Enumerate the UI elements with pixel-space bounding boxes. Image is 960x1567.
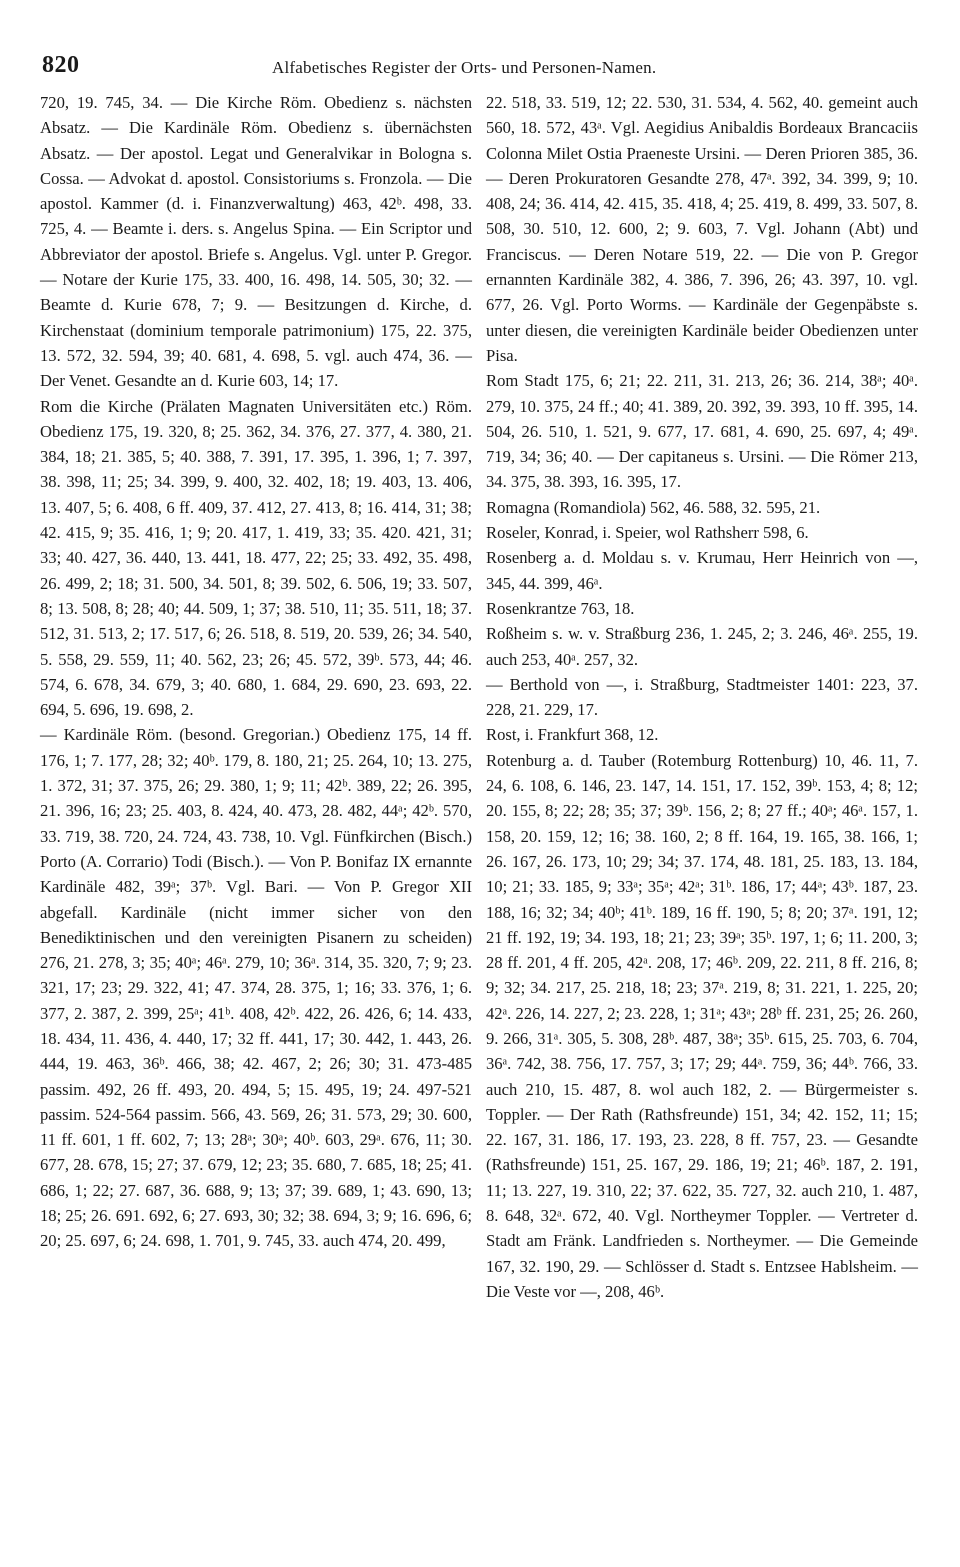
index-entry: Rom die Kirche (Prälaten Magnaten Universitäten etc.) Röm. Obedienz 175, 19. 320, 8; 25. 362, 34. 376, 27. 377, 4. 380, 21. 384, 18; 21. 385, 5; 40. 388, 7. 391, 17. 395, 1. 396, 1; 7. 397, 38. 398, 11; 25; 34. 399, 9. 400, 32. 402, 18; 19. 403, 13. 406, 13. 407, 5; 6. 408, 6 ff. 409, 37. 412, 27. 413, 8; 16. 414, 31; 38; 42. 415, 9; 35. 416, 1; 9; 20. 417, 1. 419, 33; 35. 420. 421, 31; 33; 40. 427, 36. 440, 13. 441, 18. 477, 22; 25; 33. 492, 35. 498, 26. 499, 2; 18; 31. 500, 34. 501, 8; 39. 502, 6. 506, 19; 33. 507, 8; 13. 508, 8; 28; 40; 44. 509, 1; 37; 38. 510, 11; 35. 511, 18; 37. 512, 31. 513, 2; 17. 517, 6; 26. 518, 8. 519, 20. 539, 26; 34. 540, 5. 558, 29. 559, 11; 40. 562, 23; 26; 45. 572, 39ᵇ. 573, 44; 46. 574, 6. 678, 34. 679, 3; 40. 680, 1. 684, 29. 690, 23. 693, 22. 694, 5. 696, 19. 698, 2. [40,396,472,720]
index-entry: Roseler, Konrad, i. Speier, wol Rathsherr 598, 6. [486,523,809,543]
index-entry: — Berthold von —, i. Straßburg, Stadtmeister 1401: 223, 37. 228, 21. 229, 17. [486,674,918,720]
index-entry: Rotenburg a. d. Tauber (Rotemburg Rottenburg) 10, 46. 11, 7. 24, 6. 108, 6. 146, 23. 147, 14. 151, 17. 152, 39ᵇ. 153, 4; 8; 12; 20. 155, 8; 22; 28; 35; 37; 39ᵇ. 156, 2; 8; 27 ff.; 40ᵃ; 46ᵃ. 157, 1. 158, 20. 159, 12; 16; 38. 160, 2; 8 ff. 164, 19. 165, 38. 166, 1; 26. 167, 26. 173, 10; 29; 34; 37. 174, 48. 181, 25. 183, 13. 184, 10; 21; 33. 185, 9; 33ᵃ; 35ᵃ; 42ᵃ; 31ᵇ. 186, 17; 44ᵃ; 43ᵇ. 187, 23. 188, 16; 32; 34; 40ᵇ; 41ᵇ. 189, 16 ff. 190, 5; 8; 20; 37ᵃ. 191, 12; 21 ff. 192, 19; 34. 193, 18; 21; 23; 39ᵃ; 35ᵇ. 197, 1; 6; 11. 200, 3; 28 ff. 201, 4 ff. 205, 42ᵃ. 208, 17; 46ᵇ. 209, 22. 211, 8 ff. 216, 8; 9; 32; 34. 217, 25. 218, 18; 23; 37ᵃ. 219, 8; 31. 221, 1. 225, 20; 42ᵃ. 226, 14. 227, 2; 23. 228, 1; 31ᵃ; 43ᵃ; 28ᵇ ff. 231, 25; 26. 260, 9. 266, 31ᵃ. 305, 5. 308, 28ᵇ. 487, 38ᵃ; 35ᵇ. 615, 25. 703, 6. 704, 36ᵃ. 742, 38. 756, 17. 757, 3; 17; 29; 44ᵃ. 759, 36; 44ᵇ. 766, 33. auch 210, 15. 487, 8. wol auch 182, 2. — Bürgermeister s. Toppler. — Der Rath (Rathsfreunde) 151, 34; 42. 152, 11; 15; 22. 167, 31. 186, 17. 193, 23. 228, 8 ff. 757, 23. — Gesandte (Rathsfreunde) 151, 25. 167, 29. 186, 19; 21; 46ᵇ. 187, 2. 191, 11; 13. 227, 19. 310, 22; 37. 622, 35. 727, 32. auch 210, 1. 487, 8. 648, 32ᵃ. 672, 40. Vgl. Northeymer Toppler. — Vertreter d. Stadt am Fränk. Landfrieden s. Northeymer. — Die Gemeinde 167, 32. 190, 29. — Schlösser d. Stadt s. Entzsee Hablsheim. — Die Veste vor —, 208, 46ᵇ. [486,750,918,1301]
index-entry: Rost, i. Frankfurt 368, 12. [486,725,659,745]
index-entry: — Kardinäle Röm. (besond. Gregorian.) Obedienz 175, 14 ff. 176, 1; 7. 177, 28; 32; 40ᵇ. 179, 8. 180, 21; 25. 264, 10; 13. 275, 1. 372, 31; 37. 375, 26; 29. 380, 1; 9; 11; 42ᵇ. 389, 22; 26. 395, 21. 396, 16; 23; 25. 403, 8. 424, 40. 473, 28. 482, 44ᵃ; 42ᵇ. 570, 33. 719, 38. 720, 24. 724, 43. 738, 10. Vgl. Fünfkirchen (Bisch.) Porto (A. Corrario) Todi (Bisch.). — Von P. Bonifaz IX ernannte Kardinäle 482, 39ᵃ; 37ᵇ. Vgl. Bari. — Von P. Gregor XII abgefall. Kardinäle (nicht immer sicher von den Benediktinischen und den vereinigten Pisanern zu scheiden) 276, 21. 278, 3; 35; 40ᵃ; 46ᵃ. 279, 10; 36ᵃ. 314, 35. 320, 7; 9; 23. 321, 17; 23; 29. 322, 41; 47. 374, 28. 375, 1; 16; 33. 376, 1; 6. 377, 2. 387, 2. 399, 25ᵃ; 41ᵇ. 408, 42ᵇ. 422, 26. 426, 6; 14. 433, 18. 434, 11. 436, 4. 440, 17; 32 ff. 441, 17; 30. 442, 1. 443, 26. 444, 19. 463, 36ᵇ. 466, 38; 42. 467, 2; 26; 30; 31. 473-485 passim. 492, 26 ff. 493, 20. 494, 5; 15. 495, 19; 24. 497-521 passim. 524-564 passim. 566, 43. 569, 26; 31. 573, 29; 30. 600, 11 ff. 601, 1 ff. 602, 7; 13; 28ᵃ; 30ᵃ; 40ᵇ. 603, 29ᵃ. 676, 11; 30. 677, 28. 678, 15; 27; 37. 679, 12; 23; 35. 680, 7. 685, 18; 25; 41. 686, 1; 22; 27. 687, 36. 688, 9; 13; 37; 39. 689, 1; 43. 690, 13; 18; 25; 26. 691. 692, 6; 27. 693, 30; 32; 38. 694, 3; 9; 16. 696, 6; 20; 25. 697, 6; 24. 698, 1. 701, 9. 745, 33. auch 474, 20. 499, [40,725,472,1251]
index-entry: Rosenberg a. d. Moldau s. v. Krumau, Herr Heinrich von —, 345, 44. 399, 46ᵃ. [486,548,918,593]
running-title: Alfabetisches Register der Orts- und Personen-Namen. [272,58,657,77]
index-entry: Roßheim s. w. v. Straßburg 236, 1. 245, 2; 3. 246, 46ᵃ. 255, 19. auch 253, 40ᵃ. 257, 32. [486,624,918,669]
page-number: 820 [42,52,80,78]
index-entry: 22. 518, 33. 519, 12; 22. 530, 31. 534, 4. 562, 40. gemeint auch 560, 18. 572, 43ᵃ. Vgl. Aegidius Anibaldis Bordeaux Brancaciis Colonna Milet Ostia Praeneste Ursini. — Deren Prioren 385, 36. — Deren Prokuratoren Gesandte 278, 47ᵃ. 392, 34. 399, 9; 10. 408, 24; 36. 414, 42. 415, 35. 418, 4; 25. 419, 8. 499, 33. 507, 8. 508, 30. 510, 12. 600, 2; 9. 603, 7. Vgl. Johann (Abt) und Franciscus. — Deren Notare 519, 22. — Die von P. Gregor ernannten Kardinäle 382, 4. 386, 7. 396, 26; 43. 397, 10. vgl. 677, 26. Vgl. Porto Worms. — Kardinäle der Gegenpäbste s. unter diesen, die vereinigten Kardinäle beider Obedienzen unter Pisa. [486,93,918,365]
index-entry: Romagna (Romandiola) 562, 46. 588, 32. 595, 21. [486,497,821,517]
index-entry: Rom Stadt 175, 6; 21; 22. 211, 31. 213, 26; 36. 214, 38ᵃ; 40ᵃ. 279, 10. 375, 24 ff.; 40; 41. 389, 20. 392, 39. 393, 10 ff. 395, 14. 504, 26. 510, 1. 521, 9. 677, 17. 681, 4. 690, 25. 697, 4; 49ᵃ. 719, 34; 36; 40. — Der capitaneus s. Ursini. — Die Römer 213, 34. 375, 38. 393, 16. 395, 17. [486,371,918,492]
left-column [40,90,472,1254]
index-entry: 720, 19. 745, 34. — Die Kirche Röm. Obedienz s. nächsten Absatz. — Die Kardinäle Röm. Obedienz s. übernächsten Absatz. — Der apostol. Legat und Generalvikar in Bologna s. Cossa. — Advokat d. apostol. Consistoriums s. Fronzola. — Die apostol. Kammer (d. i. Finanzverwaltung) 463, 42ᵇ. 498, 33. 725, 4. — Beamte i. ders. s. Angelus Spina. — Ein Scriptor und Abbreviator der apostol. Briefe s. Angelus. Vgl. unter P. Gregor. — Notare der Kurie 175, 33. 400, 16. 498, 14. 505, 30; 32. — Beamte d. Kurie 678, 7; 9. — Besitzungen d. Kirche, d. Kirchenstaat (dominium temporale patrimonium) 175, 22. 375, 13. 572, 32. 594, 39; 40. 681, 4. 698, 5. vgl. auch 474, 36. — Der Venet. Gesandte an d. Kurie 603, 14; 17. [40,93,472,391]
index-entry: Rosenkrantze 763, 18. [486,598,635,618]
right-column [486,90,918,1304]
page-header [42,52,918,82]
